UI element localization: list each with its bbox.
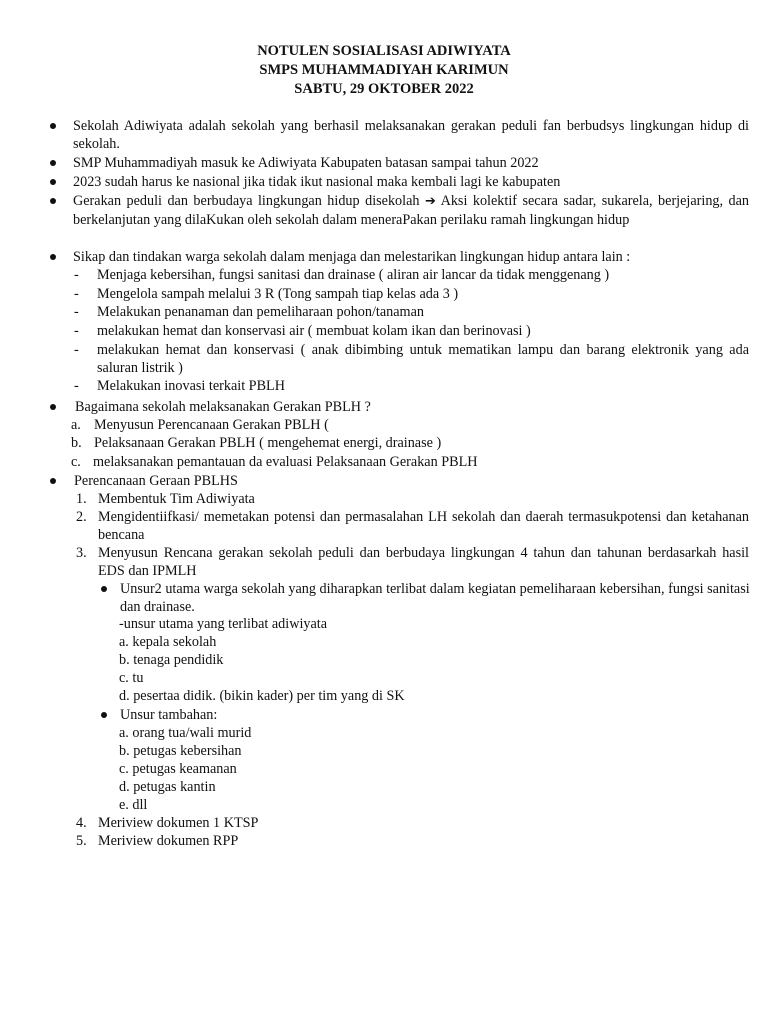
dash-text: melakukan hemat dan konservasi air ( membuat kolam ikan dan berinovasi )	[97, 323, 531, 339]
dash-marker: -	[74, 304, 79, 320]
dash-marker: -	[74, 342, 79, 358]
sub-bullet-text: Unsur tambahan:	[120, 707, 218, 723]
bullet-icon	[50, 117, 56, 135]
bullet-text: Bagaimana sekolah melaksanakan Gerakan PBLH ?	[75, 399, 371, 415]
sub-bullet-text: Unsur2 utama warga sekolah yang diharapkan terlibat dalam kegiatan pemeliharaan kebersihan, fungsi sanitasi dan drainase.	[120, 581, 750, 615]
title-line-2: SMPS MUHAMMADIYAH KARIMUN	[259, 62, 509, 78]
numbered-text: Meriview dokumen 1 KTSP	[98, 815, 259, 831]
sub-line: d. pesertaa didik. (bikin kader) per tim yang di SK	[119, 688, 405, 704]
dash-marker: -	[74, 323, 79, 339]
number-marker: 1.	[76, 491, 87, 507]
alpha-marker: b.	[71, 435, 82, 451]
title-line-1: NOTULEN SOSIALISASI ADIWIYATA	[257, 43, 511, 59]
bullet-text	[73, 192, 749, 229]
alpha-text: melaksanakan pemantauan da evaluasi Pelaksanaan Gerakan PBLH	[93, 454, 478, 470]
sub-line: -unsur utama yang terlibat adiwiyata	[119, 616, 328, 632]
bullet-icon	[101, 706, 107, 724]
number-marker: 3.	[76, 545, 87, 561]
numbered-text: Membentuk Tim Adiwiyata	[98, 491, 255, 507]
bullet-text: SMP Muhammadiyah masuk ke Adiwiyata Kabupaten batasan sampai tahun 2022	[73, 155, 539, 171]
alpha-marker: c.	[71, 454, 81, 470]
dash-marker: -	[74, 286, 79, 302]
dash-text: Melakukan inovasi terkait PBLH	[97, 378, 285, 394]
dash-text: Menjaga kebersihan, fungsi sanitasi dan drainase ( aliran air lancar da tidak menggenang )	[97, 267, 610, 283]
title-line-3: SABTU, 29 OKTOBER 2022	[294, 81, 474, 97]
bullet-icon	[50, 154, 56, 172]
sub-line: e. dll	[119, 797, 148, 813]
sub-line: b. petugas kebersihan	[119, 743, 242, 759]
bullet-icon	[50, 248, 56, 266]
sub-line: a. orang tua/wali murid	[119, 725, 252, 741]
number-marker: 2.	[76, 509, 87, 525]
dash-marker: -	[74, 378, 79, 394]
numbered-text: Menyusun Rencana gerakan sekolah peduli dan berbudaya lingkungan 4 tahun dan tahunan berdasarkah hasil EDS dan IPMLH	[98, 545, 749, 579]
arrow-right-icon: ➔	[424, 194, 436, 209]
sub-line: a. kepala sekolah	[119, 634, 217, 650]
alpha-marker: a.	[71, 417, 81, 433]
bullet-icon	[50, 398, 56, 416]
bullet-text: Sikap dan tindakan warga sekolah dalam menjaga dan melestarikan lingkungan hidup antara lain :	[73, 249, 631, 265]
number-marker: 4.	[76, 815, 87, 831]
bullet-text: Sekolah Adiwiyata adalah sekolah yang berhasil melaksanakan gerakan peduli fan berbudsys lingkungan hidup di sekolah.	[73, 118, 749, 152]
sub-line: b. tenaga pendidik	[119, 652, 224, 668]
document-title	[0, 42, 768, 99]
bullet-text: 2023 sudah harus ke nasional jika tidak ikut nasional maka kembali lagi ke kabupaten	[73, 174, 561, 190]
number-marker: 5.	[76, 833, 87, 849]
bullet-icon	[101, 580, 107, 598]
dash-marker: -	[74, 267, 79, 283]
alpha-text: Pelaksanaan Gerakan PBLH ( mengehemat energi, drainase )	[94, 435, 442, 451]
bullet-text: Perencanaan Geraan PBLHS	[74, 473, 238, 489]
bullet-text-part: Aksi kolektif secara sadar, sukarela, berjejaring, dan berkelanjutan yang dilaKukan oleh sekolah dalam meneraPakan perilaku ramah lingkungan hidup	[73, 193, 750, 228]
sub-line: c. tu	[119, 670, 144, 686]
numbered-text: Mengidentiifkasi/ memetakan potensi dan permasalahan LH sekolah dan daerah termasukpotensi dan ketahanan bencana	[98, 509, 749, 543]
numbered-text: Meriview dokumen RPP	[98, 833, 239, 849]
sub-line: d. petugas kantin	[119, 779, 216, 795]
alpha-text: Menyusun Perencanaan Gerakan PBLH (	[94, 417, 329, 433]
dash-text: Melakukan penanaman dan pemeliharaan pohon/tanaman	[97, 304, 424, 320]
dash-text: melakukan hemat dan konservasi ( anak dibimbing untuk mematikan lampu dan barang elektronik yang ada saluran listrik )	[97, 342, 749, 376]
bullet-icon	[50, 192, 56, 210]
sub-line: c. petugas keamanan	[119, 761, 237, 777]
bullet-icon	[50, 472, 56, 490]
bullet-text-part: Gerakan peduli dan berbudaya lingkungan hidup disekolah	[73, 193, 420, 209]
bullet-icon	[50, 173, 56, 191]
dash-text: Mengelola sampah melalui 3 R (Tong sampah tiap kelas ada 3 )	[97, 286, 459, 302]
